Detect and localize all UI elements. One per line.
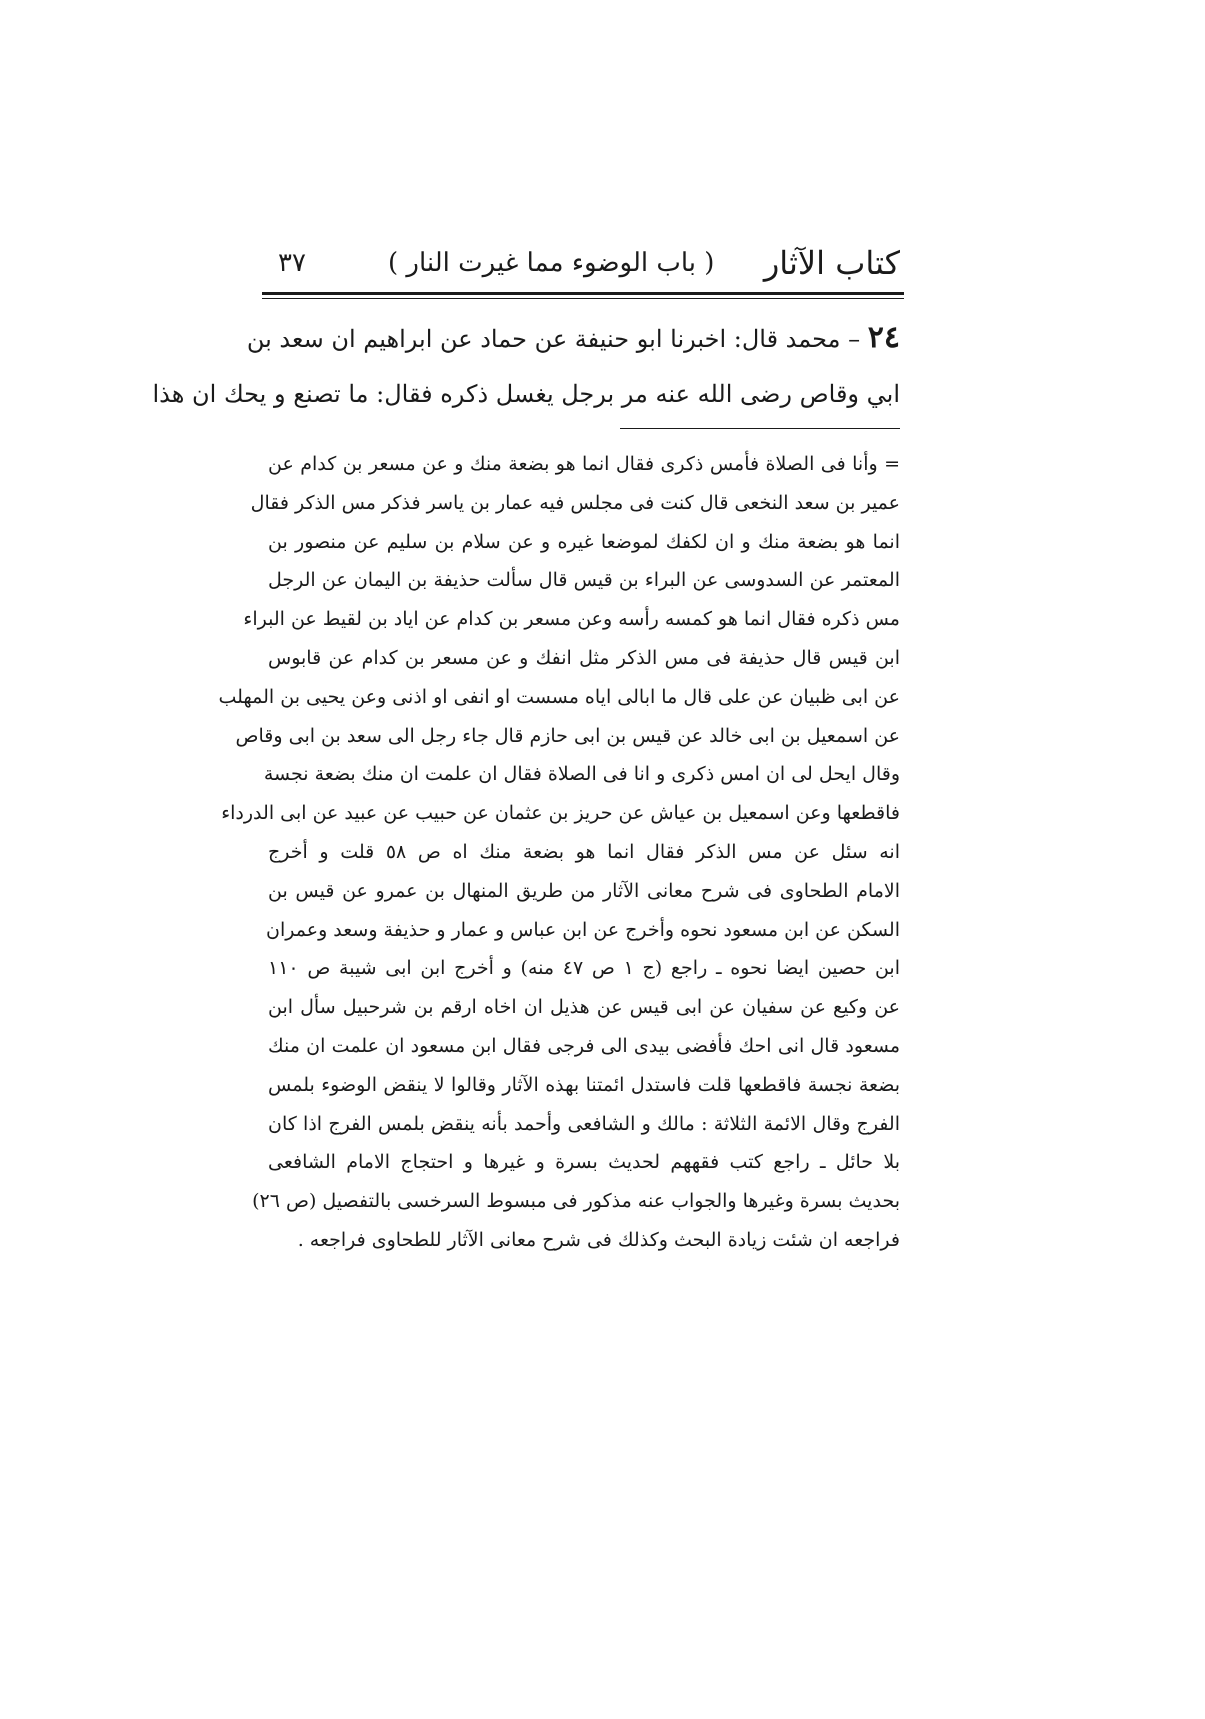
book-title: كتاب الآثار — [763, 244, 900, 282]
footnote-line: فراجعه ان شئت زيادة البحث وكذلك فى شرح معانى الآثار للطحاوى فراجعه . — [297, 1228, 900, 1251]
footnote-line: مسعود قال انى احك فأفضى بيدى الى فرجى فقال ابن مسعود ان علمت ان منك — [268, 1034, 900, 1057]
hadith-line-1-text: – محمد قال: اخبرنا ابو حنيفة عن حماد عن ابراهيم ان سعد بن — [246, 325, 861, 353]
footnote-line: السكن عن ابن مسعود نحوه وأخرج عن ابن عباس و عمار و حذيفة وسعد وعمران — [266, 918, 900, 941]
footnote-line: عمير بن سعد النخعى قال كنت فى مجلس فيه عمار بن ياسر فذكر مس الذكر فقال — [250, 491, 900, 514]
header-rule-secondary — [262, 298, 904, 299]
hadith-line-2: ابي وقاص رضى الله عنه مر برجل يغسل ذكره فقال: ما تصنع و يحك ان هذا — [152, 380, 900, 408]
footnote-line: عن اسمعيل بن ابى خالد عن قيس بن ابى حازم قال جاء رجل الى سعد بن ابى وقاص — [235, 724, 900, 747]
footnote-line: ابن قيس قال حذيفة فى مس الذكر مثل انفك و عن مسعر بن كدام عن قابوس — [268, 646, 900, 669]
hadith-number: ٢٤ — [867, 320, 900, 355]
footnote-line: بلا حائل ـ راجع كتب فقههم لحديث بسرة و غيرها و احتجاج الامام الشافعى — [268, 1151, 900, 1174]
footnote-line: انه سئل عن مس الذكر فقال انما هو بضعة منك اه ص ٥٨ قلت و أخرج — [268, 840, 900, 863]
footnote-line: مس ذكره فقال انما هو كمسه رأسه وعن مسعر بن كدام عن اياد بن لقيط عن البراء — [243, 608, 900, 631]
footnote-line: المعتمر عن السدوسى عن البراء بن قيس قال سألت حذيفة بن اليمان عن الرجل — [268, 569, 900, 592]
footnote-line: عن ابى ظبيان عن على قال ما ابالى اياه مسست او انفى او اذنى وعن يحيى بن المهلب — [218, 685, 900, 708]
footnote-separator — [620, 428, 900, 429]
footnote-line: الفرج وقال الائمة الثلاثة : مالك و الشافعى وأحمد بأنه ينقض بلمس الفرج اذا كان — [268, 1112, 900, 1135]
page-header — [268, 238, 900, 288]
footnote-line: بحديث بسرة وغيرها والجواب عنه مذكور فى مبسوط السرخسى بالتفصيل (ص ٢٦) — [252, 1190, 900, 1213]
footnote-line: ابن حصين ايضا نحوه ـ راجع (ج ١ ص ٤٧ منه) و أخرج ابن ابى شيبة ص ١١٠ — [268, 957, 900, 980]
footnote-line: الامام الطحاوى فى شرح معانى الآثار من طريق المنهال بن عمرو عن قيس بن — [268, 879, 900, 902]
hadith-line-1 — [246, 310, 900, 366]
page-number: ٣٧ — [278, 248, 306, 278]
footnote-block — [218, 445, 900, 1260]
footnote-line: فاقطعها وعن اسمعيل بن عياش عن حريز بن عثمان عن حبيب عن عبيد عن ابى الدرداء — [221, 802, 900, 825]
footnote-line: وقال ايحل لى ان امس ذكرى و انا فى الصلاة فقال ان علمت ان منك بضعة نجسة — [263, 763, 900, 786]
hadith-text — [152, 310, 900, 422]
footnote-line: = وأنا فى الصلاة فأمس ذكرى فقال انما هو بضعة منك و عن مسعر بن كدام عن — [268, 453, 900, 475]
header-rule — [262, 292, 904, 295]
footnote-line: عن وكيع عن سفيان عن ابى قيس عن هذيل ان اخاه ارقم بن شرحبيل سأل ابن — [268, 996, 900, 1019]
footnote-line: بضعة نجسة فاقطعها قلت فاستدل ائمتنا بهذه الآثار وقالوا لا ينقض الوضوء بلمس — [268, 1073, 900, 1096]
chapter-title: ( باب الوضوء مما غيرت النار ) — [388, 248, 715, 278]
footnote-line: انما هو بضعة منك و ان لكفك لموضعا غيره و عن سلام بن سليم عن منصور بن — [268, 530, 900, 553]
